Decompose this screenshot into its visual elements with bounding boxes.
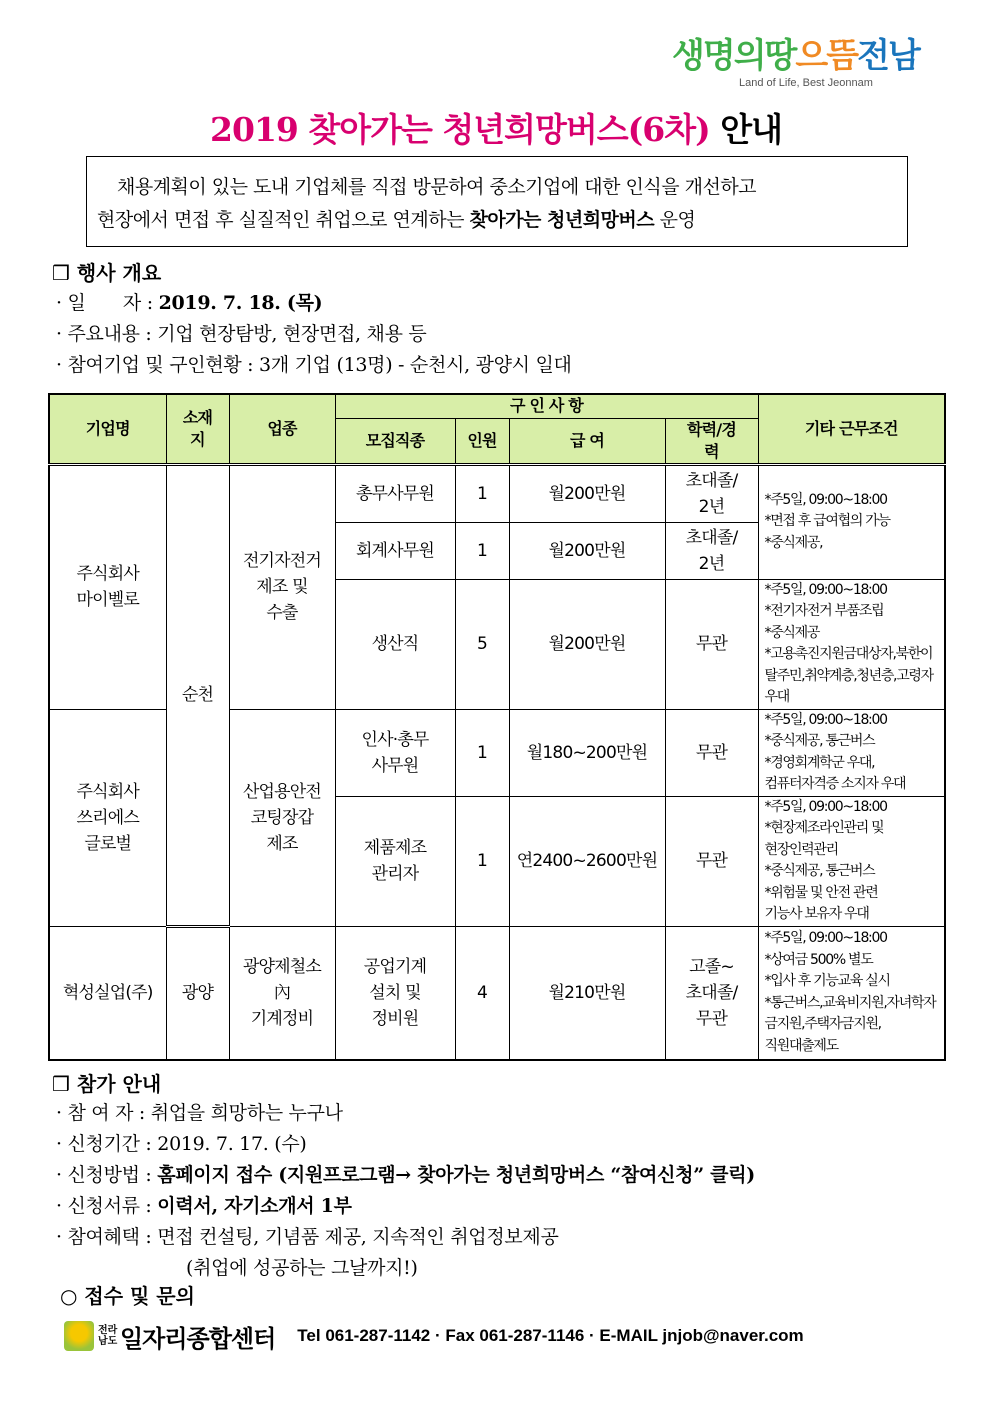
job-cell: 공업기계 설치 및 정비원 xyxy=(335,926,455,1060)
job-cell: 인사·총무 사무원 xyxy=(335,709,455,796)
overview-list xyxy=(56,288,572,381)
location-cell: 광양 xyxy=(166,926,229,1060)
jeonnam-logo xyxy=(672,28,919,98)
count-cell: 1 xyxy=(455,709,509,796)
section-contact-heading: ○ 접수 및 문의 xyxy=(60,1284,195,1308)
count-cell: 1 xyxy=(455,464,509,522)
logo-english: Land of Life, Best Jeonnam xyxy=(739,77,873,89)
job-cell: 제품제조 관리자 xyxy=(335,796,455,926)
salary-cell: 연2400~2600만원 xyxy=(509,796,665,926)
edu-cell: 초대졸/ 2년 xyxy=(665,464,758,522)
section-overview-heading: ❒ 행사 개요 xyxy=(52,261,162,285)
count-cell: 1 xyxy=(455,796,509,926)
sunflower-logo-icon xyxy=(64,1321,94,1351)
participation-item: · 참 여 자 : 취업을 희망하는 누구나 xyxy=(56,1102,343,1124)
header-etc: 기타 근무조건 xyxy=(758,394,945,464)
edu-cell: 고졸~ 초대졸/ 무관 xyxy=(665,926,758,1060)
count-cell: 5 xyxy=(455,579,509,709)
salary-cell: 월200만원 xyxy=(509,579,665,709)
etc-cell: *주5일, 09:00~18:00 *전기자전거 부품조립 *중식제공 *고용촉진지원금대상자,북한이탈주민,취약계층,청년층,고령자우대 xyxy=(758,579,945,709)
participation-item: · 신청기간 : 2019. 7. 17. (수) xyxy=(56,1133,307,1155)
participation-note: (취업에 성공하는 그날까지!) xyxy=(186,1257,418,1279)
salary-cell: 월180~200만원 xyxy=(509,709,665,796)
intro-box xyxy=(86,156,908,247)
etc-cell: *주5일, 09:00~18:00 *중식제공, 통근버스 *경영회계학군 우대, 컴퓨터자격증 소지자 우대 xyxy=(758,709,945,796)
header-count: 인원 xyxy=(455,418,509,464)
intro-line: 채용계획이 있는 도내 기업체를 직접 방문하여 중소기업에 대한 인식을 개선하고 xyxy=(117,176,757,198)
job-cell: 생산직 xyxy=(335,579,455,709)
overview-item: · 주요내용 : 기업 현장탐방, 현장면접, 채용 등 xyxy=(56,323,427,345)
contact-footer xyxy=(64,1318,804,1354)
salary-cell: 월210만원 xyxy=(509,926,665,1060)
page-title: 2019 찾아가는 청년희망버스(6차) 안내 xyxy=(210,110,782,149)
company-name: 주식회사 마이벨로 xyxy=(49,464,166,709)
company-name: 혁성실업(주) xyxy=(49,926,166,1060)
recruitment-table xyxy=(48,393,946,1061)
job-cell: 총무사무원 xyxy=(335,464,455,522)
salary-cell: 월200만원 xyxy=(509,522,665,579)
job-cell: 회계사무원 xyxy=(335,522,455,579)
count-cell: 1 xyxy=(455,522,509,579)
company-name: 주식회사 쓰리에스 글로벌 xyxy=(49,709,166,926)
header-job: 모집직종 xyxy=(335,418,455,464)
header-location: 소재지 xyxy=(166,394,229,464)
participation-item: · 신청방법 : 홈페이지 접수 (지원프로그램→ 찾아가는 청년희망버스 “참여신청” 클릭) xyxy=(56,1164,755,1186)
brand-name: 일자리종합센터 xyxy=(120,1324,276,1353)
participation-item: · 신청서류 : 이력서, 자기소개서 1부 xyxy=(56,1195,352,1217)
logo-korean: 생명의땅으뜸전남 xyxy=(672,36,919,76)
brand-small: 전라남도 xyxy=(98,1325,118,1347)
etc-cell: *주5일, 09:00~18:00 *면접 후 급여협의 가능 *중식제공, xyxy=(758,464,945,579)
industry-cell: 산업용안전 코팅장갑 제조 xyxy=(229,709,335,926)
edu-cell: 무관 xyxy=(665,709,758,796)
table-row xyxy=(49,926,945,1060)
participation-item: · 참여혜택 : 면접 컨설팅, 기념품 제공, 지속적인 취업정보제공 xyxy=(56,1226,559,1248)
header-industry: 업종 xyxy=(229,394,335,464)
header-salary: 급 여 xyxy=(509,418,665,464)
header-edu: 학력/경력 xyxy=(665,418,758,464)
edu-cell: 무관 xyxy=(665,796,758,926)
salary-cell: 월200만원 xyxy=(509,464,665,522)
edu-cell: 무관 xyxy=(665,579,758,709)
industry-cell: 광양제철소 內 기계정비 xyxy=(229,926,335,1060)
etc-cell: *주5일, 09:00~18:00 *상여금 500% 별도 *입사 후 기능교육 실시 *통근버스,교육비지원,자녀학자금지원,주택자금지원, 직원대출제도 xyxy=(758,926,945,1060)
table-row xyxy=(49,464,945,522)
etc-cell: *주5일, 09:00~18:00 *현장제조라인관리 및 현장인력관리 *중식제공, 통근버스 *위험물 및 안전 관련 기능사 보유자 우대 xyxy=(758,796,945,926)
overview-item: · 일 자 : 2019. 7. 18. (목) xyxy=(56,292,323,314)
contact-info: Tel 061-287-1142 · Fax 061-287-1146 · E-MAIL jnjob@naver.com xyxy=(297,1326,804,1345)
intro-line: 현장에서 면접 후 실질적인 취업으로 연계하는 찾아가는 청년희망버스 운영 xyxy=(97,209,696,231)
overview-item: · 참여기업 및 구인현황 : 3개 기업 (13명) - 순천시, 광양시 일대 xyxy=(56,354,572,376)
section-participation-heading: ❒ 참가 안내 xyxy=(52,1072,162,1096)
header-company: 기업명 xyxy=(49,394,166,464)
industry-cell: 전기자전거 제조 및 수출 xyxy=(229,464,335,709)
edu-cell: 초대졸/ 2년 xyxy=(665,522,758,579)
location-cell: 순천 xyxy=(166,464,229,926)
header-recruit: 구 인 사 항 xyxy=(335,394,758,418)
participation-list xyxy=(56,1098,755,1280)
count-cell: 4 xyxy=(455,926,509,1060)
